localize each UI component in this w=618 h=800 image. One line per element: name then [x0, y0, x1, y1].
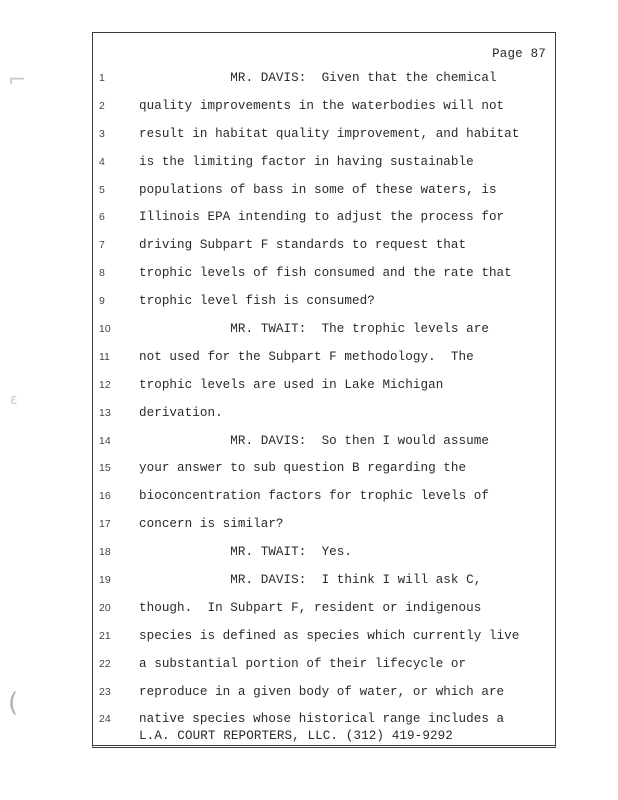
- line-text: native species whose historical range includes a: [139, 712, 505, 727]
- line-number: 22: [99, 657, 111, 670]
- line-number: 11: [99, 350, 110, 363]
- line-text: Illinois EPA intending to adjust the process for: [139, 210, 505, 225]
- line-number: 7: [99, 239, 105, 252]
- line-text: quality improvements in the waterbodies will not: [139, 98, 505, 113]
- line-text: MR. TWAIT: Yes.: [139, 545, 353, 560]
- line-number: 10: [99, 323, 111, 336]
- transcript-line: [93, 316, 555, 344]
- line-number: 6: [99, 211, 105, 224]
- line-number: 17: [99, 518, 111, 531]
- line-text: MR. DAVIS: So then I would assume: [139, 433, 489, 448]
- transcript-line: [93, 455, 555, 483]
- transcript-line: [93, 567, 555, 595]
- line-text: derivation.: [139, 405, 223, 420]
- transcript-line: [93, 428, 555, 456]
- line-number: 18: [99, 546, 111, 559]
- line-number: 21: [99, 629, 111, 642]
- line-number: 1: [99, 72, 105, 84]
- line-text: MR. DAVIS: Given that the chemical: [139, 71, 497, 85]
- line-text: concern is similar?: [139, 517, 284, 532]
- transcript-line: [93, 539, 555, 567]
- transcript-line: [93, 623, 555, 651]
- line-number: 4: [99, 155, 105, 168]
- scan-mark-middle: ɛ: [10, 392, 18, 408]
- line-text: your answer to sub question B regarding the: [139, 461, 467, 476]
- transcript-line: [93, 232, 555, 260]
- transcript-line: [93, 483, 555, 511]
- transcript-line: [93, 149, 555, 177]
- transcript-line: [93, 400, 555, 428]
- line-text: MR. DAVIS: I think I will ask C,: [139, 573, 482, 588]
- transcript-line: [93, 511, 555, 539]
- line-number: 5: [99, 183, 105, 196]
- line-text: species is defined as species which currently live: [139, 628, 520, 643]
- line-text: trophic levels of fish consumed and the rate that: [139, 266, 512, 281]
- reporter-footer: L.A. COURT REPORTERS, LLC. (312) 419-9292: [139, 729, 453, 743]
- transcript-line: [93, 177, 555, 205]
- transcript-line: [93, 204, 555, 232]
- transcript-line: [93, 121, 555, 149]
- scan-mark-top: ⌐: [8, 68, 27, 93]
- line-text: driving Subpart F standards to request that: [139, 238, 467, 253]
- line-number: 9: [99, 295, 105, 308]
- line-text: trophic level fish is consumed?: [139, 294, 375, 309]
- line-text: trophic levels are used in Lake Michigan: [139, 377, 444, 392]
- transcript-line: [93, 595, 555, 623]
- line-text: bioconcentration factors for trophic levels of: [139, 489, 489, 504]
- line-number: 19: [99, 574, 111, 587]
- line-text: though. In Subpart F, resident or indigenous: [139, 600, 482, 615]
- line-text: result in habitat quality improvement, and habitat: [139, 126, 520, 141]
- transcript-line: [93, 679, 555, 707]
- transcript-line: [93, 260, 555, 288]
- line-text: not used for the Subpart F methodology. The: [139, 349, 474, 364]
- line-number: 2: [99, 99, 105, 112]
- transcript-lines: [93, 65, 555, 734]
- line-text: populations of bass in some of these waters, is: [139, 182, 497, 197]
- transcript-line: [93, 93, 555, 121]
- line-number: 23: [99, 685, 111, 698]
- line-number: 8: [99, 267, 105, 280]
- line-text: is the limiting factor in having sustainable: [139, 154, 474, 169]
- line-text: a substantial portion of their lifecycle or: [139, 656, 467, 671]
- transcript-line: [93, 372, 555, 400]
- line-text: MR. TWAIT: The trophic levels are: [139, 322, 489, 337]
- line-text: reproduce in a given body of water, or which are: [139, 684, 505, 699]
- line-number: 24: [99, 713, 111, 726]
- line-number: 3: [99, 127, 105, 140]
- transcript-line: [93, 288, 555, 316]
- line-number: 14: [99, 434, 111, 447]
- transcript-page: [92, 32, 556, 748]
- transcript-line: [93, 344, 555, 372]
- line-number: 12: [99, 378, 111, 391]
- line-number: 13: [99, 406, 111, 419]
- line-number: 20: [99, 601, 111, 614]
- line-number: 16: [99, 490, 111, 503]
- transcript-line: [93, 65, 555, 93]
- scan-mark-bottom: (: [8, 688, 19, 718]
- transcript-line: [93, 651, 555, 679]
- page-number: Page 87: [492, 47, 546, 61]
- line-number: 15: [99, 462, 111, 475]
